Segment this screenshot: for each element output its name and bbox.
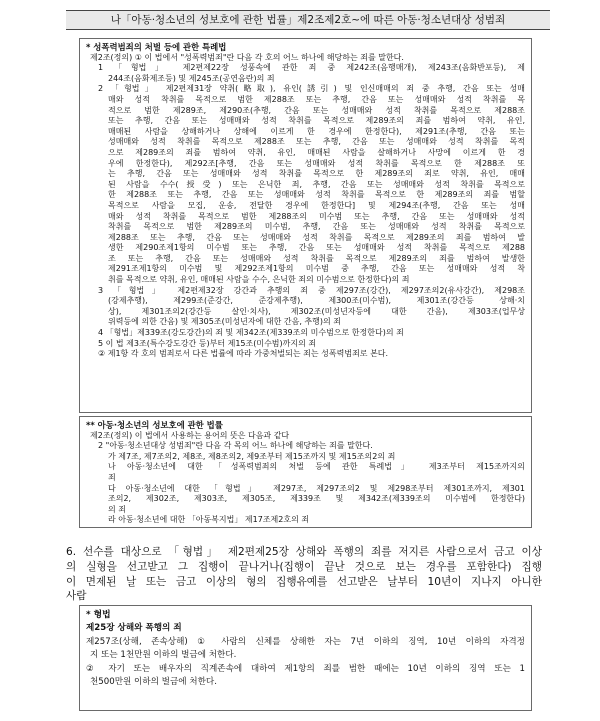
- statute-text-line: 나 아동·청소년에 대한 「성폭력범죄의 처벌 등에 관한 특례법」 제3조부터 제15조까지의: [108, 462, 525, 472]
- statute-text-line: * 성폭력범죄의 처벌 등에 관한 특례법: [86, 42, 227, 52]
- statute-text-line: 또는 추행, 간음 또는 성매매와 성적 착취를 목적으로 제289조의 죄를 범하여 약취, 유인,: [108, 116, 525, 126]
- statute-text-line: 매와 성적 착취를 목적으로 범한 제288조 또는 추행, 간음 또는 성매매와 성적 착취를 목: [108, 94, 525, 104]
- statute-text-line: (강제추행), 제299조(준강간, 준강제추행), 제300조(미수범), 제301조(강간등 상해·치: [108, 296, 525, 306]
- statute-text-line: 죄: [108, 472, 116, 482]
- document-title: 나「아동·청소년의 성보호에 관한 법률」제2조제2호~에 따른 아동·청소년대상 성범죄: [66, 10, 550, 30]
- statute-text-line: 된 사람을 수수(授受) 또는 은닉한 죄, 추행, 간음 또는 성매매와 성적 착취를 목적으로: [108, 179, 525, 189]
- statute-text-line: 착취를 목적으로 범한 제289조의 미수범, 추행, 간음 또는 성매매와 성적 착취를 목적으로: [108, 222, 525, 232]
- youth-protection-law-excerpt-box: [79, 416, 532, 528]
- clause-6-paragraph: [66, 545, 542, 604]
- statute-text-line: 천500만원 이하의 벌금에 처한다.: [90, 677, 217, 688]
- clause-6-line: 사람: [66, 590, 87, 603]
- statute-text-line: 제291조제1항의 미수범 및 제292조제1항의 미수범 중 추행, 간음 또는 성매매와 성적 착: [108, 264, 525, 274]
- criminal-act-excerpt-box: [79, 605, 532, 711]
- statute-text-line: 제25장 상해와 폭행의 죄: [86, 623, 182, 634]
- statute-text-line: 목적으로 사람을 모집, 운송, 전달한 경우에 한정한다] 및 제294조(추행, 간음 또는 성매: [108, 200, 525, 210]
- clause-6-line: 의 실형을 선고받고 그 집행이 끝나거나(집행이 끝난 것으로 보는 경우를 포함한다) 집행: [66, 560, 542, 573]
- clause-6-line: 이 면제된 날 또는 금고 이상의 형의 집행유예를 선고받은 날부터 10년이 지나지 아니한: [66, 575, 542, 588]
- statute-text-line: 1 「형법」 제2편제22장 성풍속에 관한 죄 중 제242조(음행매개), 제243조(음화반포등), 제: [98, 63, 525, 73]
- statute-text-line: ** 아동·청소년의 성보호에 관한 법률: [86, 420, 223, 430]
- statute-text-line: 적으로 범한 제289조, 제290조(추행, 간음 또는 성매매와 성적 착취를 목적으로 제288조: [108, 105, 525, 115]
- statute-text-line: 다 아동·청소년에 대한 「형법」 제297조, 제297조의2 및 제298조부터 제301조까지, 제301: [108, 483, 525, 493]
- statute-text-line: * 형법: [86, 610, 111, 620]
- statute-text-line: 우에 한정한다), 제292조[추행, 간음 또는 성매매와 성적 착취를 목적으로 한 제288조 또: [108, 158, 525, 168]
- statute-text-line: 성매매와 성적 착취를 목적으로 제288조 또는 추행, 간음 또는 성매매와 성적 착취를 목적: [108, 137, 525, 147]
- sexual-crime-law-excerpt-box: [79, 38, 532, 413]
- statute-text-line: 조 또는 추행, 간음 또는 성매매와 성적 착취를 목적으로 제289조의 죄를 범하여 발생한: [108, 253, 525, 263]
- statute-text-line: 생한 제290조제1항의 미수범 또는 추행, 간음 또는 성매매와 성적 착취를 목적으로 제288: [108, 243, 525, 253]
- statute-text-line: ② 제1항 각 호의 범죄로서 다른 법률에 따라 가중처벌되는 죄는 성폭력범죄로 본다.: [98, 349, 389, 359]
- statute-text-line: 244조(음화제조등) 및 제245조(공연음란)의 죄: [108, 73, 275, 83]
- statute-text-line: 라 아동·청소년에 대한 「아동복지법」 제17조제2호의 죄: [108, 515, 310, 525]
- statute-text-line: 제2조(정의) ① 이 법에서 "성폭력범죄"란 다음 각 호의 어느 하나에 해당하는 죄를 말한다.: [90, 52, 404, 62]
- clause-6-line: 6. 선수를 대상으로 「형법」 제2편제25장 상해와 폭행의 죄를 저지른 사람으로서 금고 이상: [66, 546, 542, 558]
- statute-text-line: 지 또는 1천만원 이하의 벌금에 처한다.: [90, 650, 237, 661]
- statute-text-line: 2 "아동·청소년대상 성범죄"란 다음 각 목의 어느 하나에 해당하는 죄를 말한다.: [98, 441, 373, 451]
- statute-text-line: 의 죄: [108, 504, 126, 514]
- statute-text-line: 제257조(상해, 존속상해) ① 사람의 신체를 상해한 자는 7년 이하의 징역, 10년 이하의 자격정: [86, 636, 525, 647]
- statute-text-line: 한 제288조 또는 추행, 간음 또는 성매매와 성적 착취를 목적으로 한 제289조의 죄를 범할: [108, 190, 525, 200]
- statute-text-line: 4 「형법」제339조(강도강간)의 죄 및 제342조(제339조의 미수범으로 한정한다)의 죄: [98, 328, 404, 338]
- statute-text-line: 3 「형법」 제2편제32장 강간과 추행의 죄 중 제297조(강간), 제297조의2(유사강간), 제298조: [98, 285, 525, 295]
- statute-text-line: 으로 제289조의 죄를 범하여 약취, 유인, 매매된 사람을 살해하거나 사망에 이르게 한 경: [108, 147, 525, 157]
- statute-text-line: 5 이 법 제3조(특수강도강간 등)부터 제15조(미수범)까지의 죄: [98, 338, 317, 348]
- statute-text-line: 매매된 사람을 상해하거나 상해에 이르게 한 경우에 한정한다), 제291조(추행, 간음 또는: [108, 126, 525, 136]
- statute-text-line: 취를 목적으로 약취, 유인, 매매된 사람을 수수, 은닉한 죄의 미수범으로 한정한다)의 죄: [108, 275, 410, 285]
- statute-text-line: 2 「형법」 제2편제31장 약취(略取), 유인(誘引) 및 인신매매의 죄 중 추행, 간음 또는 성매: [98, 84, 525, 94]
- statute-text-line: 가 제7조, 제7조의2, 제8조, 제8조의2, 제9조부터 제15조까지 및 제15조의2의 죄: [108, 451, 396, 461]
- statute-text-line: 제288조 또는 추행, 간음 또는 성매매와 성적 착취를 목적으로 제289조의 죄를 범하여 발: [108, 232, 525, 242]
- statute-text-line: ② 자기 또는 배우자의 직계존속에 대하여 제1항의 죄를 범한 때에는 10년 이하의 징역 또는 1: [86, 663, 525, 674]
- statute-text-line: 는 추행, 간음 또는 성매매와 성적 착취를 목적으로 한 제289조의 죄로 약취, 유인, 매매: [108, 169, 525, 179]
- statute-text-line: 조의2, 제302조, 제303조, 제305조, 제339조 및 제342조(제339조의 미수범에 한정한다): [108, 494, 525, 504]
- statute-text-line: [86, 360, 525, 366]
- statute-text-line: 매와 성적 착취를 목적으로 범한 제288조의 미수범 또는 추행, 간음 또는 성매매와 성적: [108, 211, 525, 221]
- statute-text-line: 제2조(정의) 이 법에서 사용하는 용어의 뜻은 다음과 같다: [90, 430, 290, 440]
- statute-text-line: 위력등에 의한 간음) 및 제305조(미성년자에 대한 간음, 추행)의 죄: [108, 317, 341, 327]
- statute-text-line: 상), 제301조의2(강간등 살인·치사), 제302조(미성년자등에 대한 간음), 제303조(업무상: [108, 306, 525, 316]
